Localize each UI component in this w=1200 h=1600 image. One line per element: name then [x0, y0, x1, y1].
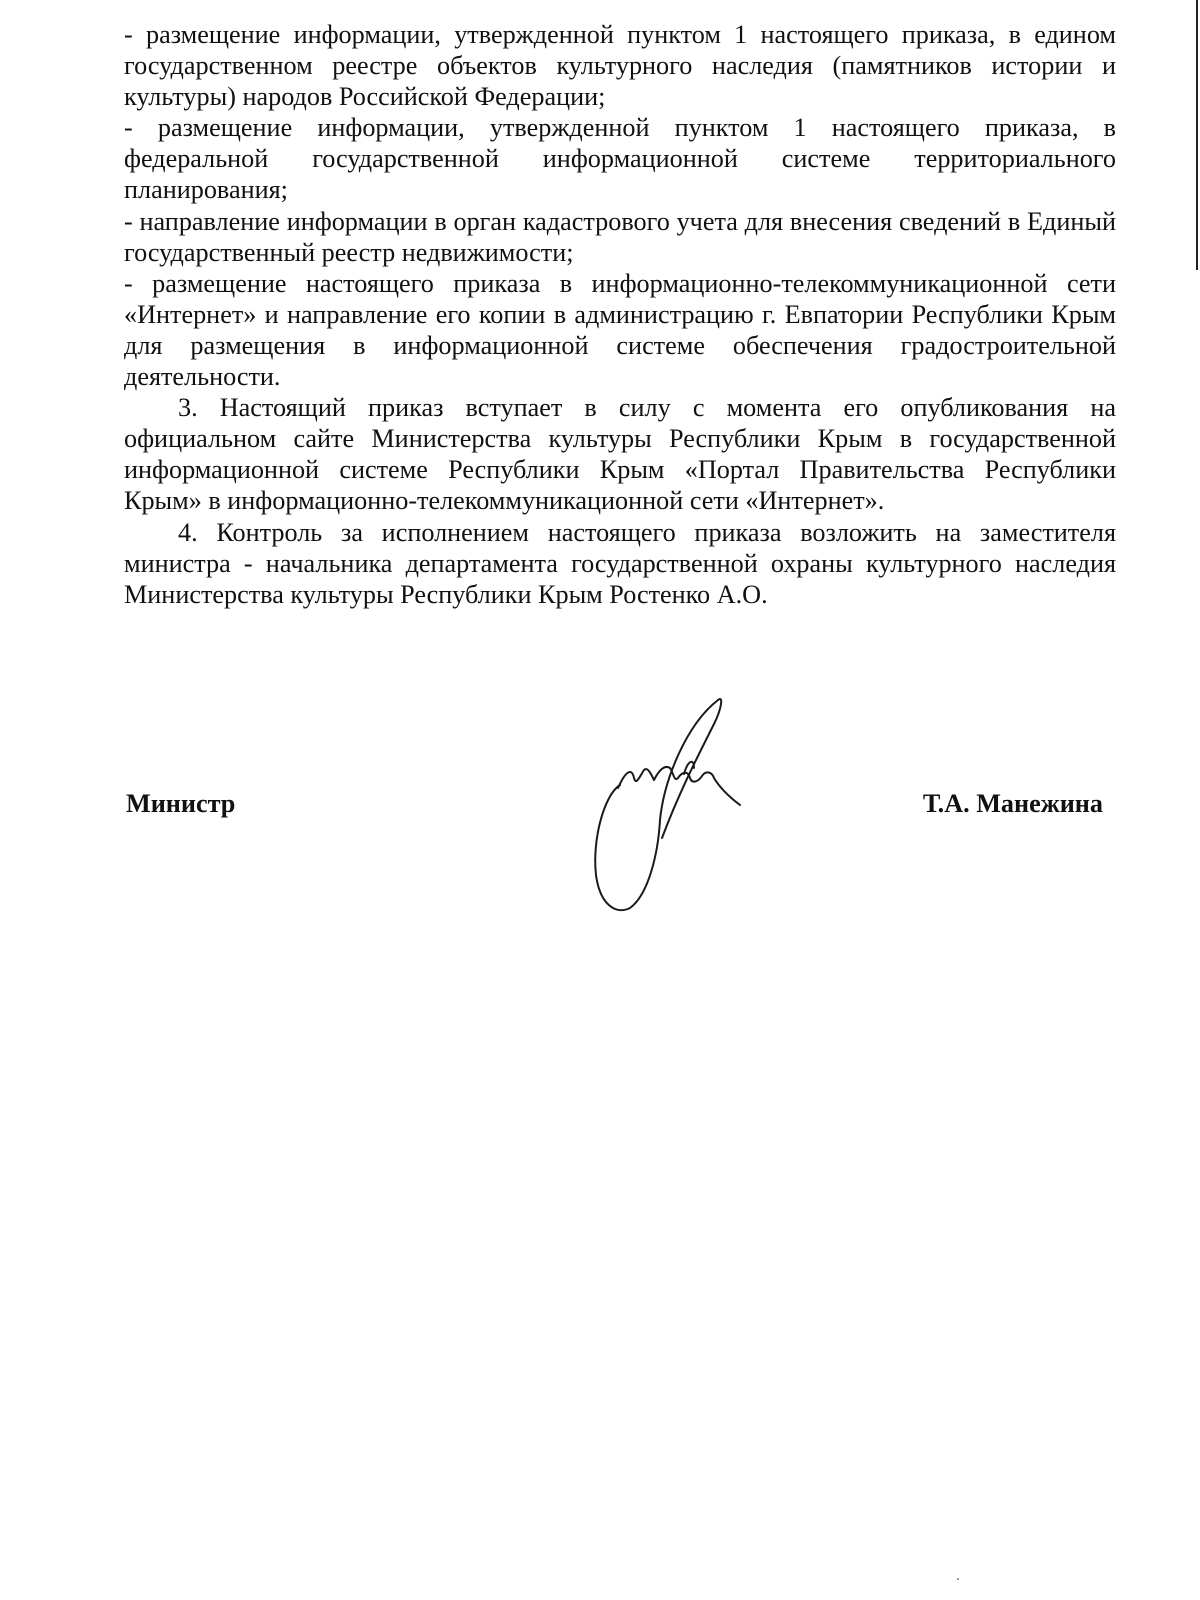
scan-edge-line — [1196, 0, 1198, 270]
paragraph-cadastral-registration: - направление информации в орган кадастрового учета для внесения сведений в Единый государственный реестр недвижимости; — [124, 206, 1116, 267]
signer-name: Т.А. Манежина — [922, 789, 1103, 818]
signature-block — [124, 789, 1116, 829]
document-body — [124, 19, 1116, 610]
paragraph-internet-publication: - размещение настоящего приказа в информационно-телекоммуникационной сети «Интернет» и направление его копии в администрацию г. Евпатории Республики Крым для размещения в информационной системе обеспечения градостроительной деятельности. — [124, 268, 1116, 392]
paragraph-item-3-effective-date: 3. Настоящий приказ вступает в силу с момента его опубликования на официальном сайте Министерства культуры Республики Крым в государственной информационной системе Республики Крым «Портал Правительства Республики Крым» в информационно-телекоммуникационной сети «Интернет». — [124, 393, 1116, 516]
paragraph-registry-placement: - размещение информации, утвержденной пунктом 1 настоящего приказа, в едином государственном реестре объектов культурного наследия (памятников истории и культуры) народов Российской Федерации; — [124, 20, 1116, 112]
position-title: Министр — [126, 789, 236, 818]
scan-speck — [957, 1578, 959, 1580]
paragraph-planning-system: - размещение информации, утвержденной пунктом 1 настоящего приказа, в федеральной государственной информационной системе территориального планирования; — [124, 113, 1116, 205]
paragraph-item-4-control: 4. Контроль за исполнением настоящего приказа возложить на заместителя министра - начальника департамента государственной охраны культурного наследия Министерства культуры Республики Крым Ростенко А.О. — [124, 517, 1116, 609]
